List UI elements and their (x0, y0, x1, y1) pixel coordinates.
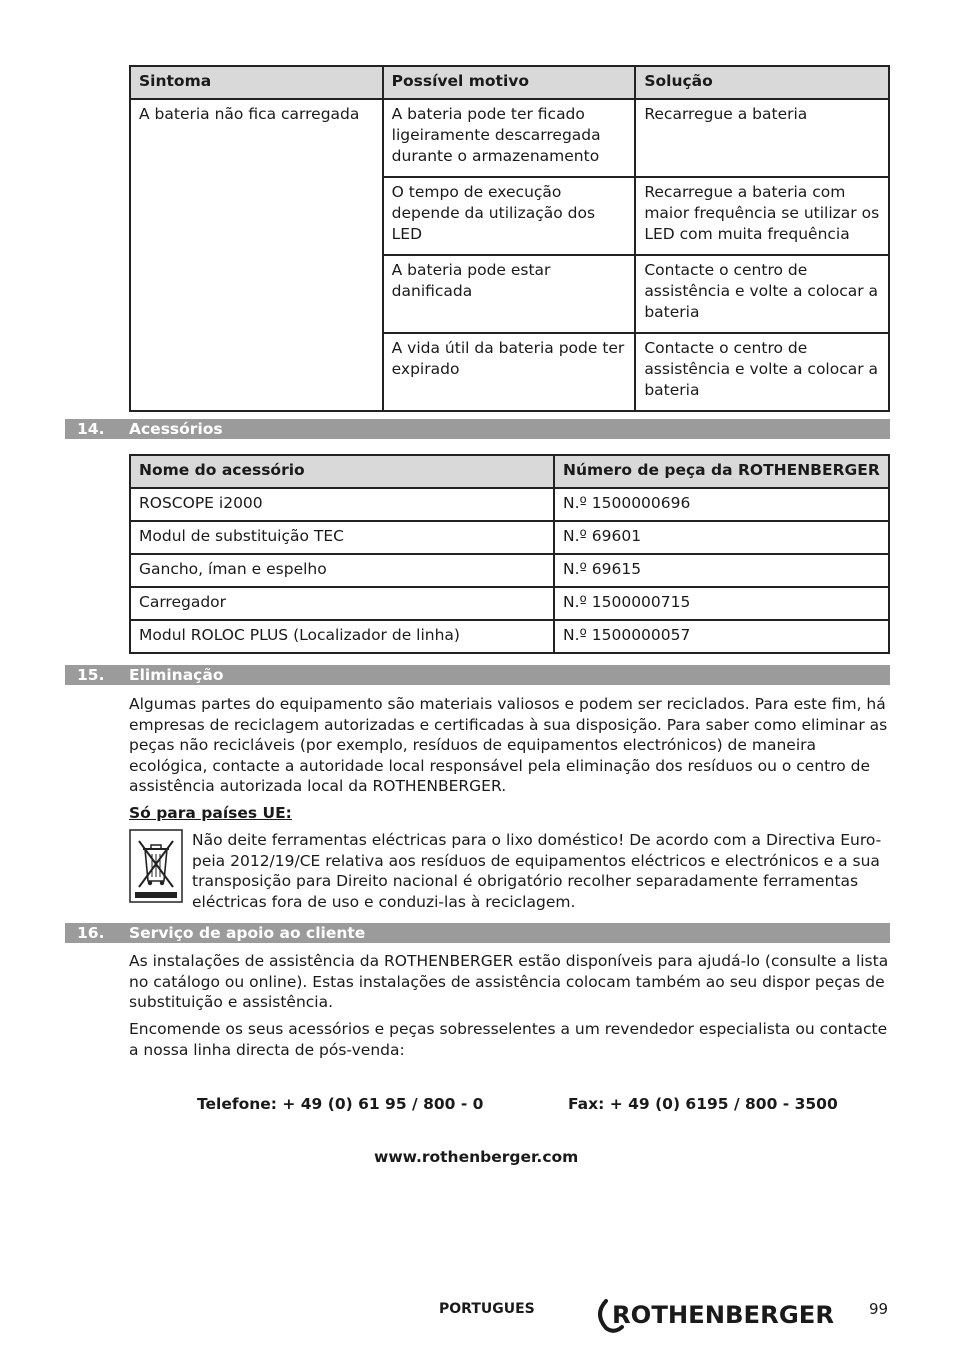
column-header: Nome do acessório (130, 455, 554, 488)
table-row (130, 99, 889, 177)
table-row (130, 521, 889, 554)
weee-crossed-bin-icon (129, 829, 183, 903)
weee-paragraph: Não deite ferramentas eléctricas para o lixo doméstico! De acordo com a Directiva Euro-peia 2012/19/CE relativa aos resíduos de equipamentos eléctricos e electrónicos e a sua transposição para Direito nacional é obrigatório recolher separadamente ferramentas eléctricas fora de uso e conduzi-las à reciclagem. (192, 831, 882, 911)
section-heading-disposal (65, 665, 890, 685)
accessory-name: Carregador (130, 587, 554, 620)
column-header: Solução (635, 66, 889, 99)
table-row (130, 620, 889, 653)
order-paragraph: Encomende os seus acessórios e peças sobresselentes a um revendedor especialista ou contacte a nossa linha directa de pós-venda: (129, 1020, 888, 1059)
column-header: Sintoma (130, 66, 383, 99)
symptom-cell: A bateria não fica carregada (130, 99, 383, 411)
cause-cell: A vida útil da bateria pode ter expirado (383, 333, 636, 411)
section-number: 16. (77, 924, 105, 942)
rothenberger-logo (592, 1294, 840, 1334)
column-header: Número de peça da ROTHENBERGER (554, 455, 889, 488)
section-heading-customer-service (65, 923, 890, 943)
accessory-name: Modul de substituição TEC (130, 521, 554, 554)
solution-cell: Contacte o centro de assistência e volte a colocar a bateria (635, 255, 889, 333)
table-row (130, 488, 889, 521)
section-title: Eliminação (129, 666, 224, 684)
disposal-paragraph: Algumas partes do equipamento são materiais valiosos e podem ser reciclados. Para este fim, há empresas de reciclagem autorizadas e certificadas à sua disposição. Para saber como eliminar as peças não recicláveis (por exemplo, resíduos de equipamentos electrónicos) de maneira ecológica, contacte a autoridade local responsável pela eliminação dos resíduos ou o centro de assistência autorizada local da ROTHENBERGER. (129, 695, 888, 796)
section-number: 15. (77, 666, 105, 684)
part-number: N.º 1500000696 (554, 488, 889, 521)
phone-number: Telefone: + 49 (0) 61 95 / 800 - 0 (197, 1095, 484, 1113)
page-number: 99 (869, 1300, 889, 1318)
part-number: N.º 69615 (554, 554, 889, 587)
eu-only-heading: Só para países UE: (129, 804, 292, 822)
accessory-name: ROSCOPE i2000 (130, 488, 554, 521)
table-header-row (130, 66, 889, 99)
table-row (130, 554, 889, 587)
column-header: Possível motivo (383, 66, 636, 99)
part-number: N.º 1500000057 (554, 620, 889, 653)
accessory-name: Modul ROLOC PLUS (Localizador de linha) (130, 620, 554, 653)
accessory-name: Gancho, íman e espelho (130, 554, 554, 587)
solution-cell: Recarregue a bateria (635, 99, 889, 177)
table-header-row (130, 455, 889, 488)
troubleshooting-table (129, 65, 890, 412)
website-link[interactable]: www.rothenberger.com (374, 1148, 579, 1166)
fax-number: Fax: + 49 (0) 6195 / 800 - 3500 (568, 1095, 838, 1113)
cause-cell: A bateria pode ter ficado ligeiramente descarregada durante o armazenamento (383, 99, 636, 177)
part-number: N.º 69601 (554, 521, 889, 554)
section-number: 14. (77, 420, 105, 438)
cause-cell: O tempo de execução depende da utilização dos LED (383, 177, 636, 255)
brand-wordmark: ROTHENBERGER (612, 1301, 834, 1329)
solution-cell: Recarregue a bateria com maior frequência se utilizar os LED com muita frequência (635, 177, 889, 255)
footer-language: PORTUGUES (439, 1301, 535, 1317)
part-number: N.º 1500000715 (554, 587, 889, 620)
service-paragraph: As instalações de assistência da ROTHENBERGER estão disponíveis para ajudá-lo (consulte a lista no catálogo ou online). Estas instalações de assistência colocam também ao seu dispor peças de substituição e assistência. (129, 952, 889, 1012)
table-row (130, 587, 889, 620)
cause-cell: A bateria pode estar danificada (383, 255, 636, 333)
section-title: Serviço de apoio ao cliente (129, 924, 366, 942)
section-title: Acessórios (129, 420, 223, 438)
accessories-table (129, 454, 890, 654)
section-heading-accessories (65, 419, 890, 439)
solution-cell: Contacte o centro de assistência e volte a colocar a bateria (635, 333, 889, 411)
